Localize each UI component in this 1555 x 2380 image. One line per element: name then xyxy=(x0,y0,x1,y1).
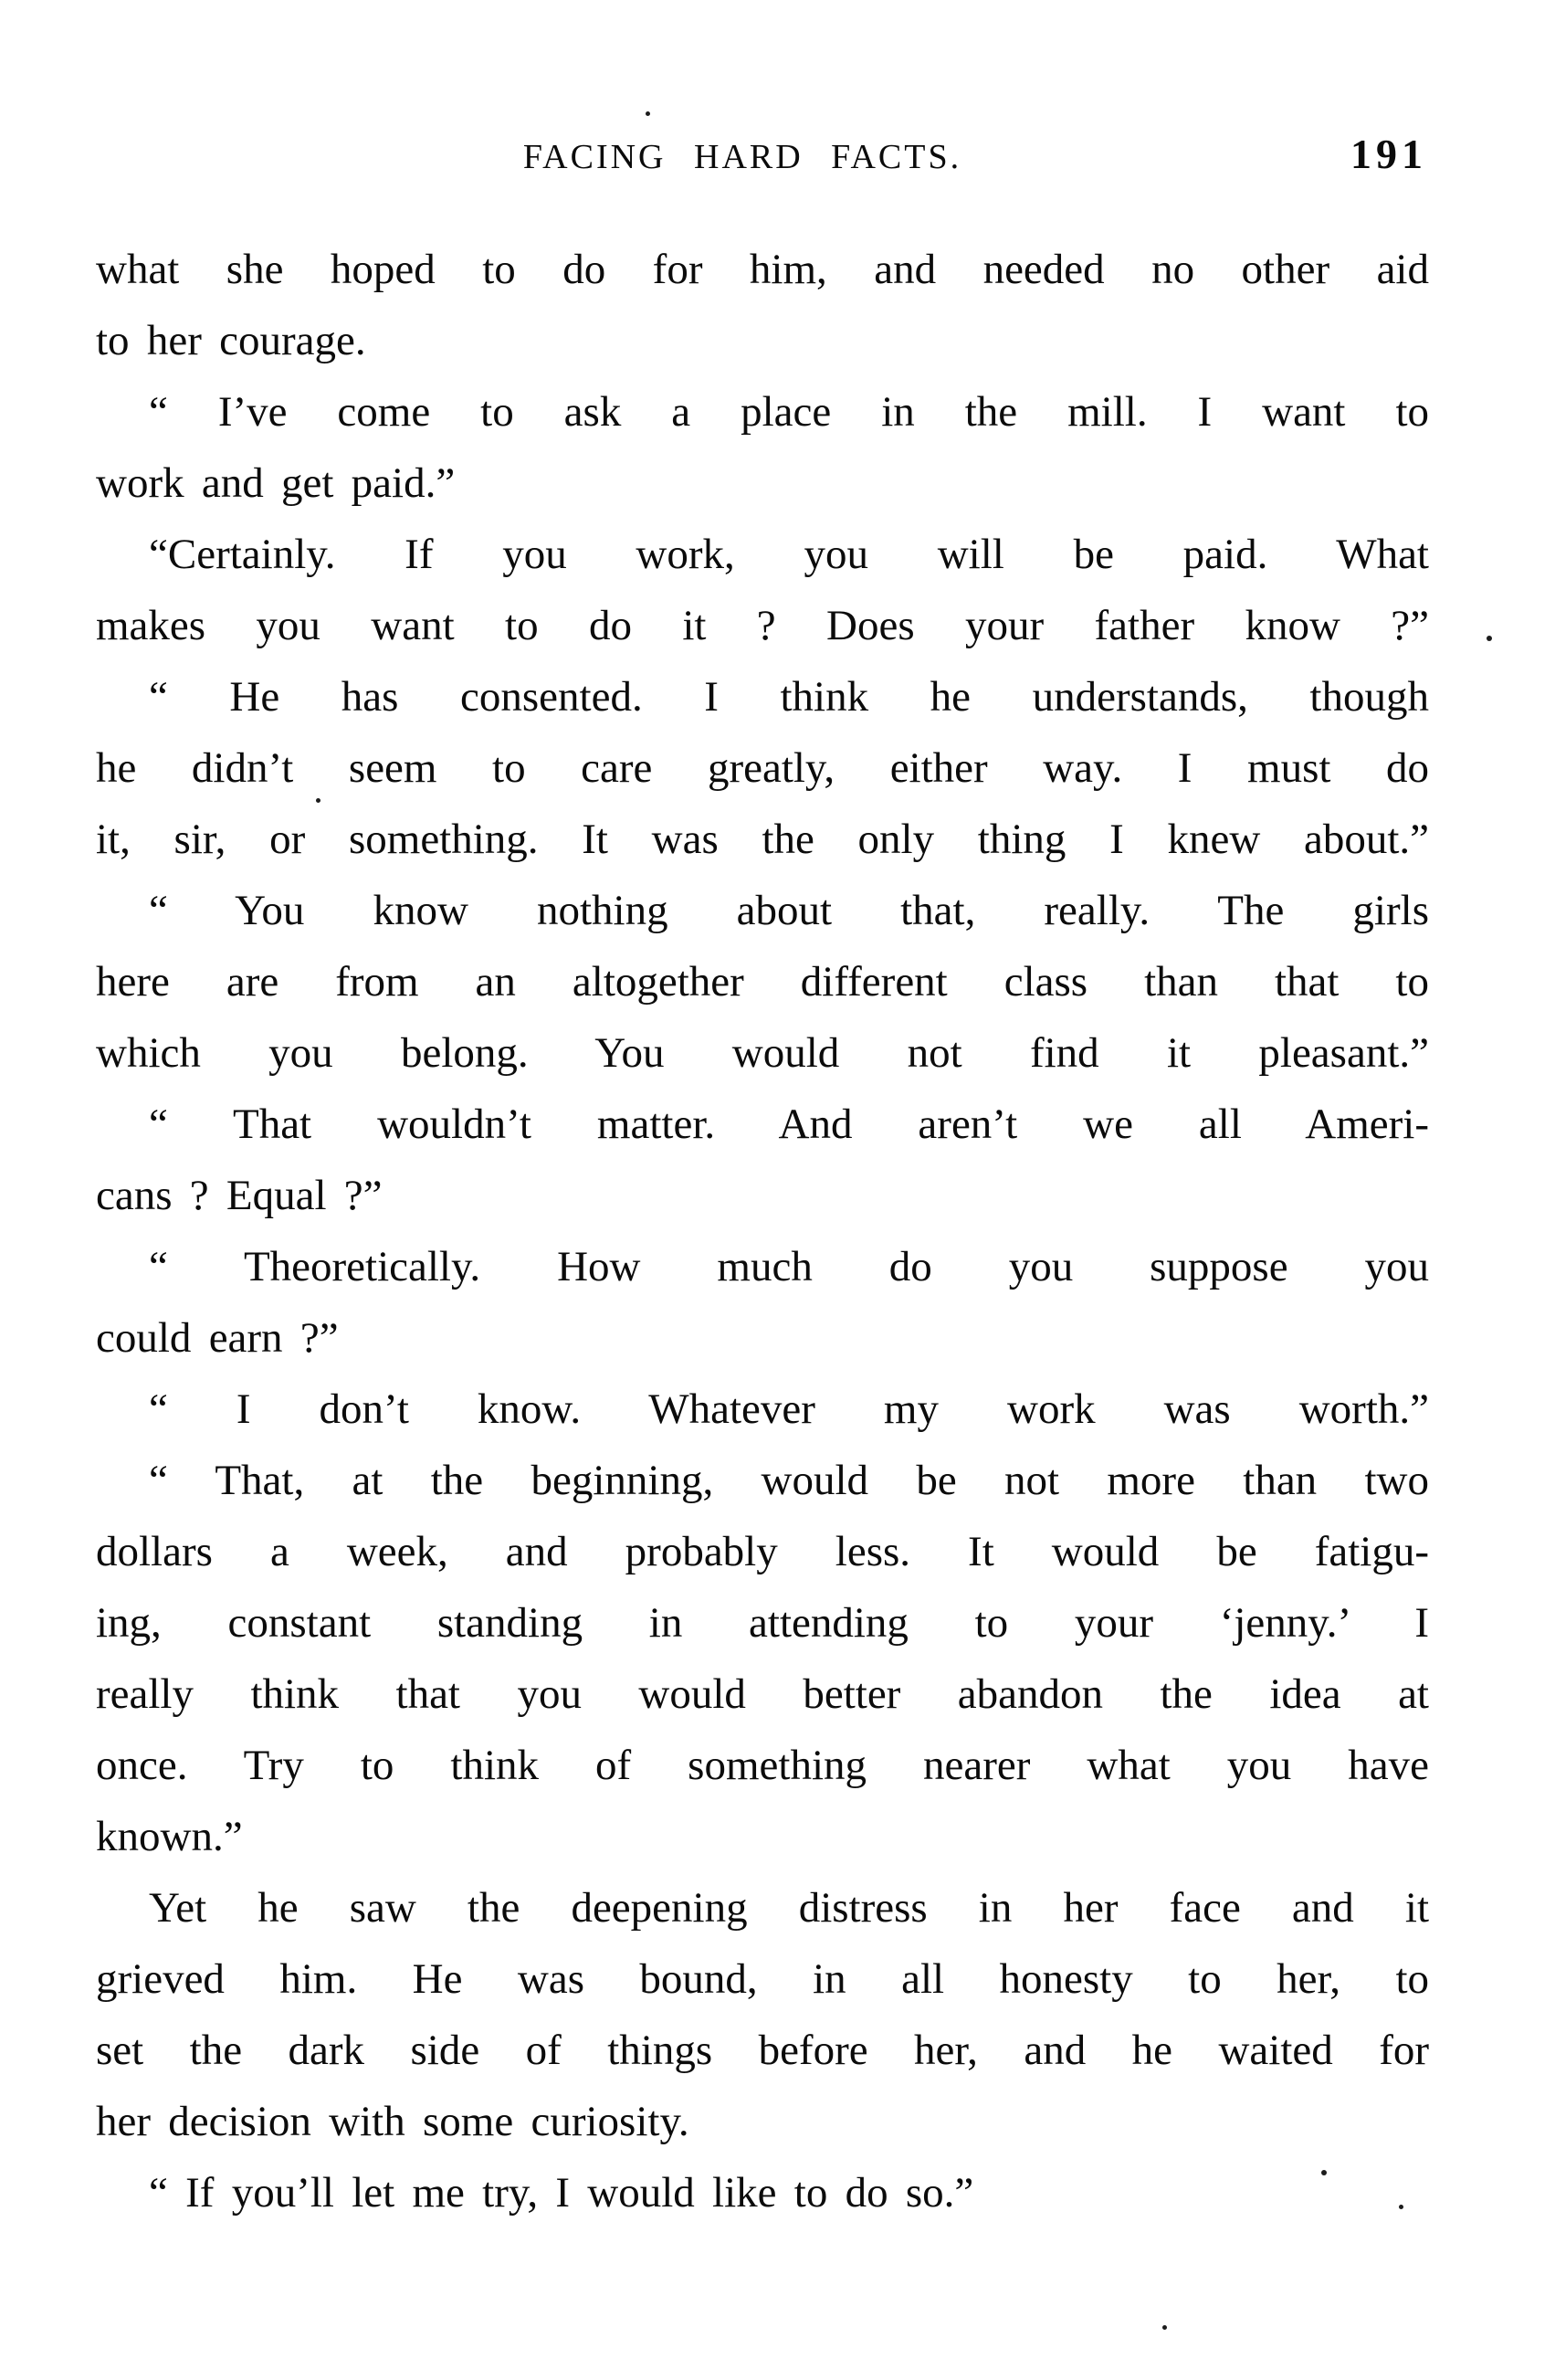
text-line: it, sir, or something. It was the only thing I knew about.” xyxy=(96,816,1429,863)
paragraph xyxy=(96,519,1429,661)
page-header xyxy=(96,133,1429,188)
text-line: to her courage. xyxy=(96,317,366,364)
paragraph xyxy=(96,234,1429,376)
paragraph xyxy=(96,1374,1429,1445)
text-line: cans ? Equal ?” xyxy=(96,1172,383,1219)
ink-speck xyxy=(1162,2325,1167,2330)
text-line: makes you want to do it ? Does your father know ?” xyxy=(96,602,1429,649)
text-line: what she hoped to do for him, and needed no other aid xyxy=(96,246,1429,293)
text-line: ing, constant standing in attending to your ‘jenny.’ I xyxy=(96,1599,1429,1647)
text-line: “ That wouldn’t matter. And aren’t we all Ameri- xyxy=(149,1100,1429,1148)
text-line: “ Theoretically. How much do you suppose you xyxy=(149,1243,1429,1290)
text-line: work and get paid.” xyxy=(96,459,456,507)
paragraph xyxy=(96,1089,1429,1231)
ink-speck xyxy=(1399,2205,1403,2209)
paragraph xyxy=(96,2157,1429,2228)
ink-speck xyxy=(316,798,320,803)
text-line: Yet he saw the deepening distress in her face and it xyxy=(149,1884,1429,1932)
text-line: her decision with some curiosity. xyxy=(96,2098,689,2145)
page-number: 191 xyxy=(1350,131,1427,177)
body-text xyxy=(96,234,1429,2228)
paragraph xyxy=(96,875,1429,1089)
text-line: “ He has consented. I think he understands, though xyxy=(149,673,1429,721)
text-line: “ I’ve come to ask a place in the mill. I want to xyxy=(149,388,1429,436)
text-line: “ That, at the beginning, would be not more than two xyxy=(149,1457,1429,1504)
text-line: which you belong. You would not find it pleasant.” xyxy=(96,1029,1429,1077)
paragraph xyxy=(96,376,1429,519)
paragraph xyxy=(96,1872,1429,2157)
text-line: set the dark side of things before her, and he waited for xyxy=(96,2027,1429,2074)
text-line: here are from an altogether different class than that to xyxy=(96,958,1429,1006)
running-head: FACING HARD FACTS. xyxy=(522,138,962,176)
ink-speck xyxy=(1487,636,1492,641)
paragraph xyxy=(96,1231,1429,1374)
text-line: “ I don’t know. Whatever my work was worth.” xyxy=(149,1385,1429,1433)
text-line: dollars a week, and probably less. It would be fatigu- xyxy=(96,1528,1429,1575)
text-line: known.” xyxy=(96,1813,243,1860)
ink-speck xyxy=(646,111,650,116)
text-line: “Certainly. If you work, you will be paid. What xyxy=(149,531,1429,578)
text-line: once. Try to think of something nearer what you have xyxy=(96,1742,1429,1789)
text-line: really think that you would better abandon the idea at xyxy=(96,1670,1429,1718)
text-line: could earn ?” xyxy=(96,1314,339,1362)
ink-speck xyxy=(1321,2170,1327,2175)
text-line: “ You know nothing about that, really. The girls xyxy=(149,887,1429,934)
paragraph xyxy=(96,661,1429,875)
text-line: grieved him. He was bound, in all honesty to her, to xyxy=(96,1955,1429,2003)
text-line: he didn’t seem to care greatly, either way. I must do xyxy=(96,744,1429,792)
paragraph xyxy=(96,1445,1429,1872)
text-line: “ If you’ll let me try, I would like to do so.” xyxy=(149,2169,974,2217)
